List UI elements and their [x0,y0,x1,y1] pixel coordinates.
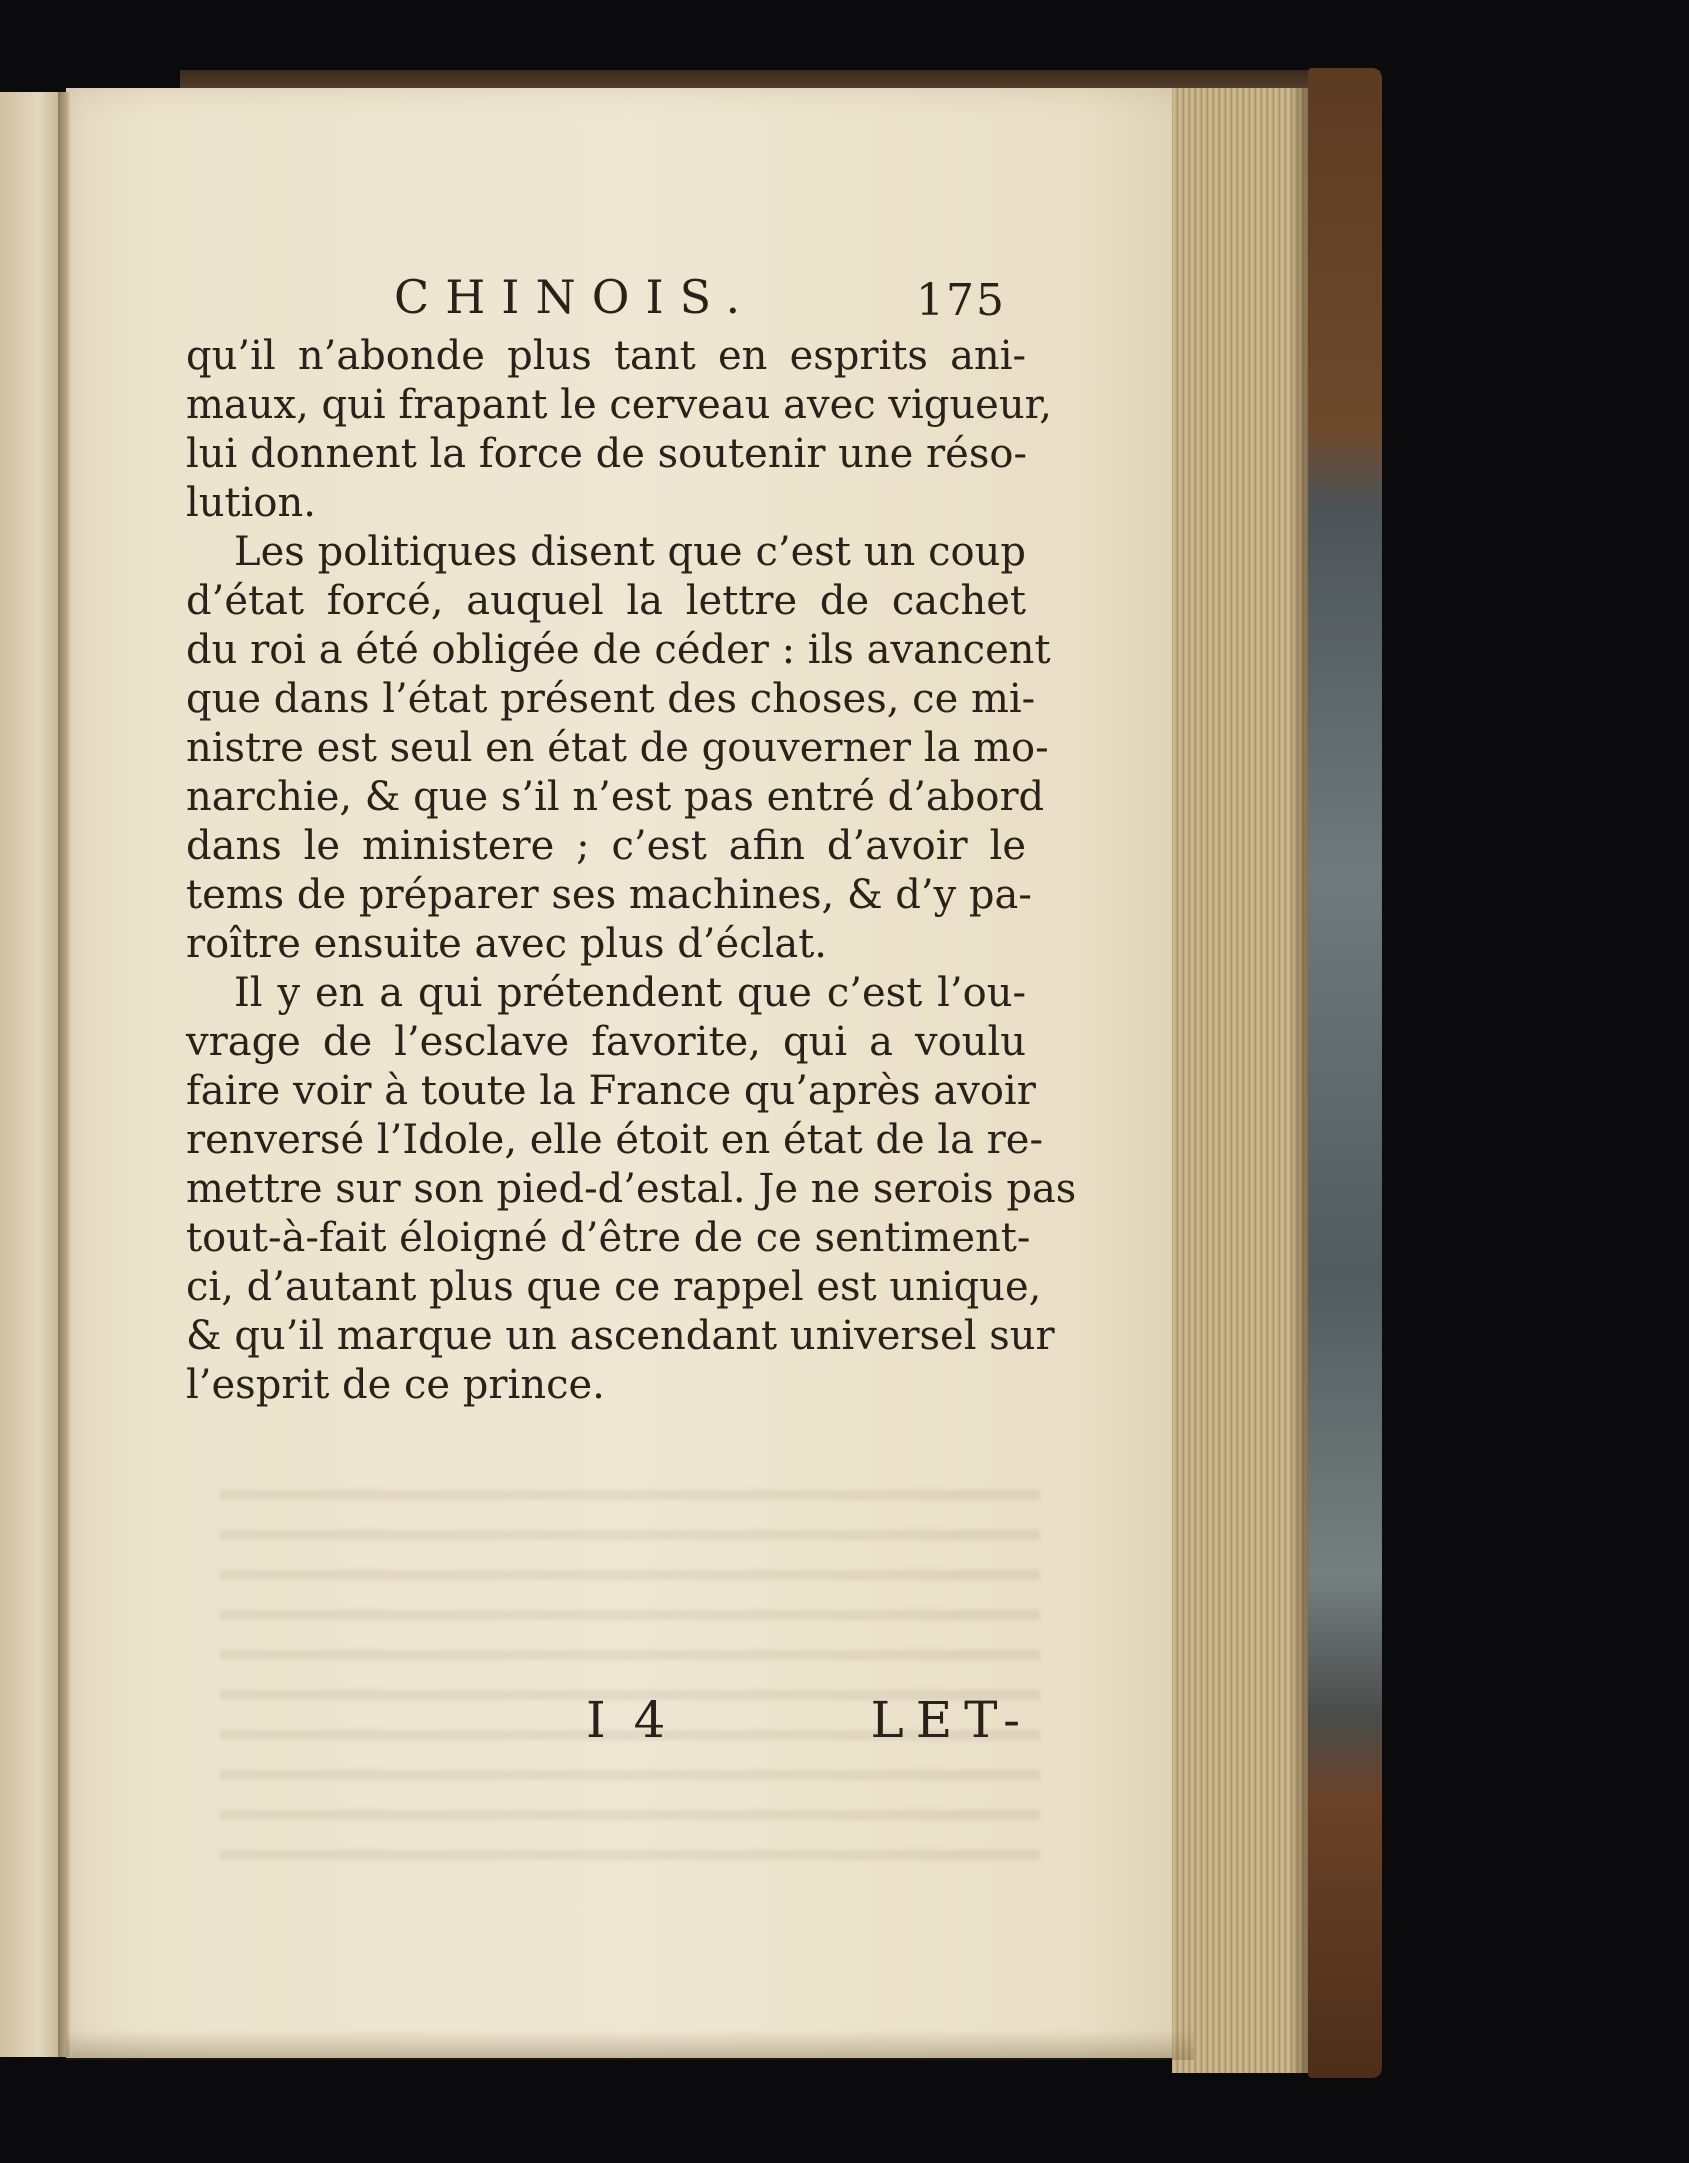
page-gutter [58,92,72,2057]
text-line: narchie, & que s’il n’est pas entré d’abord [186,774,1045,820]
text-line: qu’il n’abonde plus tant en esprits ani- [186,333,1026,379]
text-line: maux, qui frapant le cerveau avec vigueur, [186,382,1053,428]
page-shadow [66,2030,1194,2060]
running-head [186,262,1026,332]
text-line: faire voir à toute la France qu’après avoir [186,1068,1036,1114]
text-line: nistre est seul en état de gouverner la mo- [186,725,1049,771]
text-line: du roi a été obligée de céder : ils avancent [186,627,1051,673]
text-line: Il y en a qui prétendent que c’est l’ou- [234,970,1026,1016]
text-line: lution. [186,480,316,526]
text-line: renversé l’Idole, elle étoit en état de la re- [186,1117,1043,1163]
text-line: mettre sur son pied-d’estal. Je ne serois pas [186,1166,1077,1212]
signature-mark: I 4 [586,1691,672,1749]
text-line: & qu’il marque un ascendant universel sur [186,1313,1055,1359]
text-line: que dans l’état présent des choses, ce mi- [186,676,1036,722]
page-footer [586,1690,1032,1750]
running-head-title: CHINOIS. [394,270,757,324]
leather-binding [1308,68,1382,2078]
text-line: l’esprit de ce prince. [186,1362,605,1408]
text-block [186,262,1077,1410]
text-line: ci, d’autant plus que ce rappel est unique, [186,1264,1042,1310]
page-block-fore-edge [1172,88,1310,2073]
text-line: vrage de l’esclave favorite, qui a voulu [186,1019,1026,1065]
text-line: tout-à-fait éloigné d’être de ce sentiment- [186,1215,1031,1261]
body-text [186,332,1077,1410]
catchword: LET- [870,1691,1032,1749]
text-line: tems de préparer ses machines, & d’y pa- [186,872,1032,918]
text-line: Les politiques disent que c’est un coup [234,529,1026,575]
text-line: roître ensuite avec plus d’éclat. [186,921,828,967]
text-line: d’état forcé, auquel la lettre de cachet [186,578,1026,624]
verso-show-through [220,1460,1040,1860]
text-line: lui donnent la force de soutenir une réso- [186,431,1027,477]
page-number: 175 [916,275,1006,326]
text-line: dans le ministere ; c’est afin d’avoir le [186,823,1026,869]
